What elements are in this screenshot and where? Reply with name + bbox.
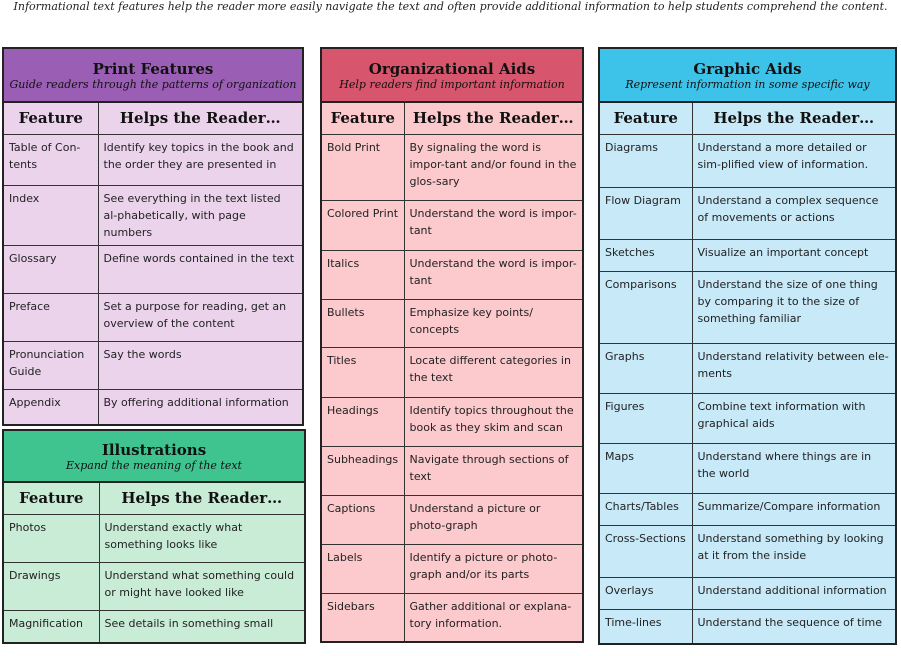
table-header bbox=[322, 49, 582, 103]
table-row bbox=[4, 185, 302, 245]
helps-cell: Set a purpose for reading, get an overview of the content bbox=[98, 293, 302, 341]
helps-cell: Understand a complex sequence of movements or actions bbox=[692, 187, 895, 239]
column-header-helps: Helps the Reader… bbox=[98, 103, 302, 134]
column-header-feature: Feature bbox=[322, 103, 404, 134]
feature-cell: Cross-Sections bbox=[600, 525, 692, 577]
helps-cell: See everything in the text listed al-phabetically, with page numbers bbox=[98, 185, 302, 245]
table-row bbox=[4, 245, 302, 293]
table-row bbox=[4, 341, 302, 389]
helps-cell: Understand the word is impor-tant bbox=[404, 200, 582, 250]
table-row bbox=[600, 393, 895, 443]
feature-cell: Bold Print bbox=[322, 134, 404, 200]
helps-cell: Locate different categories in the text bbox=[404, 347, 582, 397]
feature-cell: Time-lines bbox=[600, 609, 692, 643]
table-subtitle: Represent information in some specific way bbox=[625, 77, 870, 91]
graphic-aids-table bbox=[598, 47, 897, 645]
feature-cell: Charts/Tables bbox=[600, 493, 692, 525]
column-header-feature: Feature bbox=[4, 103, 98, 134]
feature-cell: Maps bbox=[600, 443, 692, 493]
feature-cell: Captions bbox=[322, 495, 404, 544]
helps-cell: Understand relativity between ele-ments bbox=[692, 343, 895, 393]
helps-cell: Understand the sequence of time bbox=[692, 609, 895, 643]
feature-cell: Index bbox=[4, 185, 98, 245]
feature-cell: Drawings bbox=[4, 562, 99, 610]
table-subtitle: Guide readers through the patterns of organization bbox=[9, 77, 297, 91]
feature-cell: Appendix bbox=[4, 389, 98, 424]
feature-cell: Sketches bbox=[600, 239, 692, 271]
helps-cell: Gather additional or explana-tory information. bbox=[404, 593, 582, 641]
table-row bbox=[322, 200, 582, 250]
table-row bbox=[600, 493, 895, 525]
table-row bbox=[322, 397, 582, 446]
table-row bbox=[4, 293, 302, 341]
table-row bbox=[4, 389, 302, 424]
column-header-helps: Helps the Reader… bbox=[99, 483, 304, 514]
table-row bbox=[600, 239, 895, 271]
table-row bbox=[4, 514, 304, 562]
table-title: Illustrations bbox=[101, 440, 207, 459]
table-title: Organizational Aids bbox=[368, 59, 536, 78]
table-title: Graphic Aids bbox=[693, 59, 802, 78]
feature-cell: Labels bbox=[322, 544, 404, 593]
feature-cell: Pronunciation Guide bbox=[4, 341, 98, 389]
illustrations-table bbox=[2, 429, 306, 644]
helps-cell: Say the words bbox=[98, 341, 302, 389]
table-row bbox=[322, 544, 582, 593]
helps-cell: Summarize/Compare information bbox=[692, 493, 895, 525]
feature-cell: Colored Print bbox=[322, 200, 404, 250]
feature-cell: Glossary bbox=[4, 245, 98, 293]
table-row bbox=[322, 495, 582, 544]
helps-cell: Understand exactly what something looks like bbox=[99, 514, 304, 562]
helps-cell: Understand a more detailed or sim-plified view of information. bbox=[692, 134, 895, 187]
feature-cell: Sidebars bbox=[322, 593, 404, 641]
table-row bbox=[4, 134, 302, 185]
table-row bbox=[600, 525, 895, 577]
feature-cell: Figures bbox=[600, 393, 692, 443]
feature-cell: Table of Con-tents bbox=[4, 134, 98, 185]
table-header bbox=[4, 431, 304, 483]
helps-cell: Combine text information with graphical aids bbox=[692, 393, 895, 443]
intro-text: Informational text features help the reader more easily navigate the text and often provide additional information to help students comprehend the content. bbox=[13, 0, 888, 13]
table-row bbox=[600, 343, 895, 393]
feature-cell: Overlays bbox=[600, 577, 692, 609]
table-row bbox=[322, 299, 582, 347]
helps-cell: By signaling the word is impor-tant and/or found in the glos-sary bbox=[404, 134, 582, 200]
feature-cell: Preface bbox=[4, 293, 98, 341]
column-header-row bbox=[4, 103, 302, 134]
feature-cell: Bullets bbox=[322, 299, 404, 347]
feature-cell: Diagrams bbox=[600, 134, 692, 187]
helps-cell: Understand something by looking at it from the inside bbox=[692, 525, 895, 577]
table-row bbox=[600, 134, 895, 187]
table-subtitle: Expand the meaning of the text bbox=[66, 458, 242, 472]
table-header bbox=[600, 49, 895, 103]
feature-cell: Magnification bbox=[4, 610, 99, 642]
table-row bbox=[4, 562, 304, 610]
feature-cell: Flow Diagram bbox=[600, 187, 692, 239]
table-subtitle: Help readers find important information bbox=[339, 77, 565, 91]
helps-cell: Understand additional information bbox=[692, 577, 895, 609]
table-title: Print Features bbox=[92, 59, 214, 78]
feature-cell: Headings bbox=[322, 397, 404, 446]
helps-cell: Understand the size of one thing by comparing it to the size of something familiar bbox=[692, 271, 895, 343]
table-header bbox=[4, 49, 302, 103]
feature-cell: Italics bbox=[322, 250, 404, 299]
table-row bbox=[600, 609, 895, 643]
helps-cell: Visualize an important concept bbox=[692, 239, 895, 271]
table-row bbox=[322, 593, 582, 641]
feature-cell: Graphs bbox=[600, 343, 692, 393]
table-row bbox=[322, 347, 582, 397]
helps-cell: Identify a picture or photo-graph and/or its parts bbox=[404, 544, 582, 593]
helps-cell: Identify key topics in the book and the order they are presented in bbox=[98, 134, 302, 185]
column-header-feature: Feature bbox=[4, 483, 99, 514]
helps-cell: See details in something small bbox=[99, 610, 304, 642]
print-features-table bbox=[2, 47, 304, 426]
column-header-helps: Helps the Reader… bbox=[404, 103, 582, 134]
column-header-row bbox=[322, 103, 582, 134]
column-header-row bbox=[4, 483, 304, 514]
helps-cell: Understand what something could or might have looked like bbox=[99, 562, 304, 610]
helps-cell: Understand the word is impor-tant bbox=[404, 250, 582, 299]
feature-cell: Subheadings bbox=[322, 446, 404, 495]
helps-cell: By offering additional information bbox=[98, 389, 302, 424]
table-row bbox=[600, 443, 895, 493]
column-header-helps: Helps the Reader… bbox=[692, 103, 895, 134]
table-row bbox=[322, 250, 582, 299]
table-row bbox=[322, 134, 582, 200]
table-row bbox=[600, 187, 895, 239]
table-row bbox=[600, 271, 895, 343]
feature-cell: Titles bbox=[322, 347, 404, 397]
helps-cell: Emphasize key points/ concepts bbox=[404, 299, 582, 347]
column-header-feature: Feature bbox=[600, 103, 692, 134]
helps-cell: Navigate through sections of text bbox=[404, 446, 582, 495]
table-row bbox=[600, 577, 895, 609]
table-row bbox=[322, 446, 582, 495]
table-row bbox=[4, 610, 304, 642]
feature-cell: Comparisons bbox=[600, 271, 692, 343]
helps-cell: Identify topics throughout the book as they skim and scan bbox=[404, 397, 582, 446]
helps-cell: Understand where things are in the world bbox=[692, 443, 895, 493]
helps-cell: Understand a picture or photo-graph bbox=[404, 495, 582, 544]
organizational-aids-table bbox=[320, 47, 584, 643]
feature-cell: Photos bbox=[4, 514, 99, 562]
column-header-row bbox=[600, 103, 895, 134]
helps-cell: Define words contained in the text bbox=[98, 245, 302, 293]
